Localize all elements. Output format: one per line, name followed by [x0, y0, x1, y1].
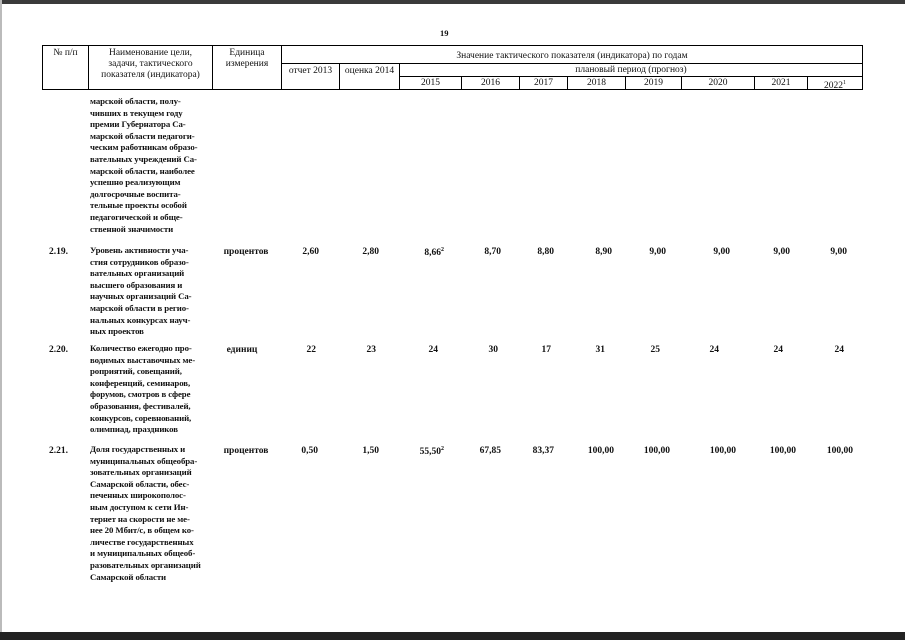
page-number: 19	[440, 28, 449, 38]
header-year-2019: 2019	[644, 78, 663, 88]
value-2015: 55,50$^2$	[419, 446, 444, 458]
value-2021: 9,00	[773, 247, 790, 257]
header-report-2013: отчет 2013	[288, 66, 333, 76]
value-2022: 24	[834, 345, 844, 355]
header-year-2016: 2016	[481, 78, 500, 88]
header-name: Наименование цели, задачи, тактического показателя (индикатора)	[101, 48, 200, 80]
value-2022: 9,00	[830, 247, 847, 257]
row-unit: процентов	[223, 446, 269, 456]
value-2021: 100,00	[769, 446, 796, 456]
value-2016: 30	[488, 345, 498, 355]
value-2014: 23	[366, 345, 376, 355]
scan-left-edge	[0, 0, 2, 640]
value-2019: 9,00	[649, 247, 666, 257]
value-2018: 100,00	[587, 446, 614, 456]
value-2020: 24	[709, 345, 719, 355]
header-plan-period: плановый период (прогноз)	[575, 65, 687, 75]
row-number: 2.20.	[49, 345, 68, 355]
row-number: 2.19.	[49, 247, 68, 257]
value-2015: 8,66$^2$	[424, 247, 444, 259]
header-year-2017: 2017	[534, 78, 553, 88]
value-2016: 8,70	[484, 247, 501, 257]
scan-top-edge	[0, 0, 905, 4]
value-2016: 67,85	[479, 446, 501, 456]
value-2020: 100,00	[709, 446, 736, 456]
row-indicator-name: Количество ежегодно про- водимых выставочных ме- роприятий, совещаний, конференций, семинаров, форумов, смотров в сфере образования, фестивалей, конкурсов, соревнований, олимпиад, праздников	[90, 343, 196, 435]
header-year-2022: 2022$^1$	[824, 80, 846, 92]
value-2017: 8,80	[537, 247, 554, 257]
value-2017: 17	[541, 345, 551, 355]
header-values-title: Значение тактического показателя (индикатора) по годам	[456, 51, 688, 61]
header-unit: Единица измерения	[225, 48, 269, 69]
value-2015: 24	[428, 345, 438, 355]
value-2014: 1,50	[362, 446, 379, 456]
row-number: 2.21.	[49, 446, 68, 456]
value-2013: 22	[306, 345, 316, 355]
value-2018: 31	[595, 345, 605, 355]
continued-row-name: марской области, полу- чивших в текущем году премии Губернатора Са- марской области педагоги- ческим работникам образо- вательных учреждений Са- марской области, наиболее успешно реализующим долгосрочные воспита- тельные проекты особой педагогической и обще- ственной значимости	[90, 96, 198, 234]
value-2014: 2,80	[362, 247, 379, 257]
header-num: № п/п	[53, 48, 78, 58]
value-2022: 100,00	[826, 446, 853, 456]
value-2018: 8,90	[595, 247, 612, 257]
scan-bottom-edge	[0, 632, 905, 640]
header-year-2021: 2021	[771, 78, 791, 88]
row-indicator-name: Уровень активности уча- стия сотрудников образо- вательных организаций высшего образования и научных организаций Са- марской области в регио- нальных конкурсах науч- ных проектов	[90, 245, 192, 337]
value-2020: 9,00	[713, 247, 730, 257]
value-2013: 0,50	[301, 446, 318, 456]
value-2017: 83,37	[532, 446, 554, 456]
value-2021: 24	[773, 345, 783, 355]
header-estimate-2014: оценка 2014	[344, 66, 395, 76]
row-indicator-name: Доля государственных и муниципальных общеобра- зовательных организаций Самарской области, обес- печенных широкополос- ным доступом к сети Ин- тернет на скорости не ме- нее 20 Мбит/с, в общем ко- личестве государственных и муниципальных общеоб- разовательных организаций Самарской области	[90, 444, 201, 582]
row-unit: процентов	[223, 247, 269, 257]
row-unit: единиц	[226, 345, 258, 355]
header-year-2015: 2015	[421, 78, 440, 88]
header-year-2020: 2020	[708, 78, 728, 88]
value-2013: 2,60	[302, 247, 319, 257]
value-2019: 100,00	[643, 446, 670, 456]
value-2019: 25	[650, 345, 660, 355]
header-year-2018: 2018	[587, 78, 606, 88]
